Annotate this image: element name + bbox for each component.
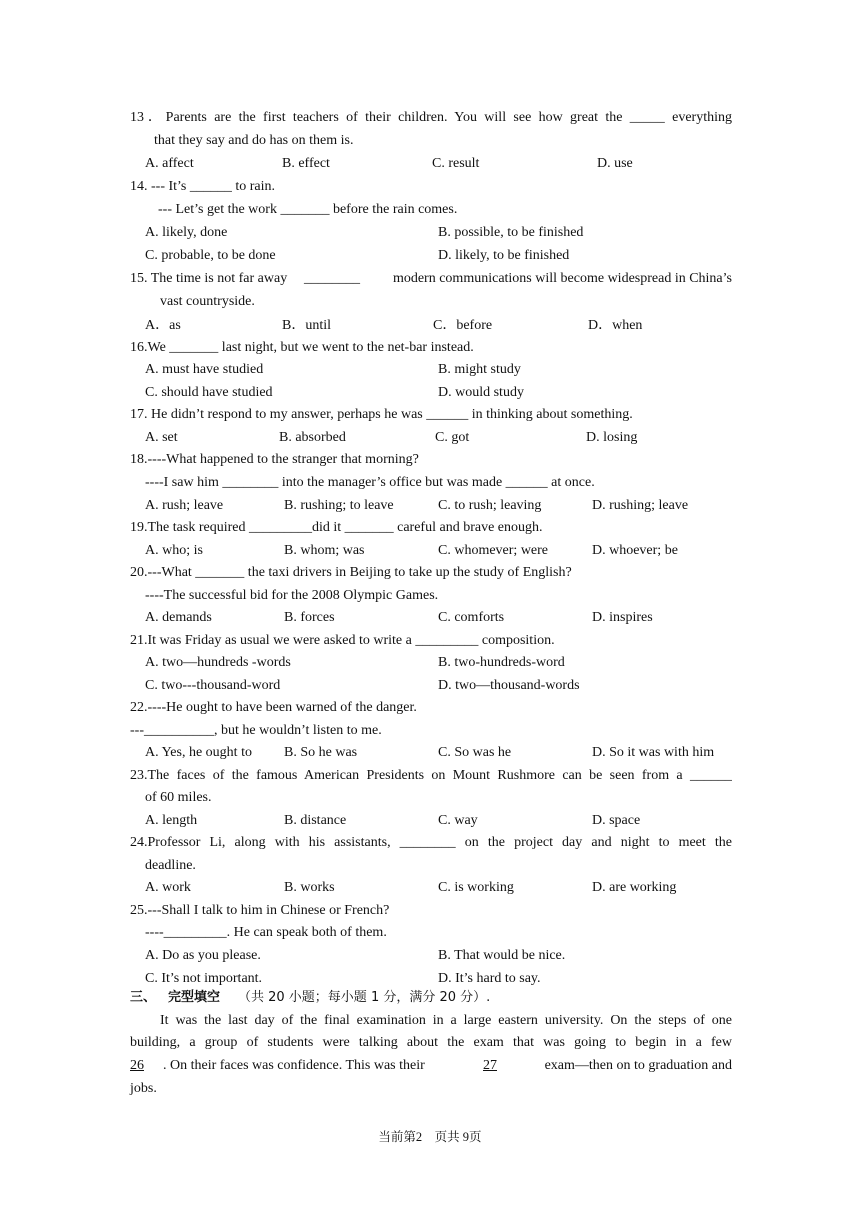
q25-option-a: A. Do as you please. xyxy=(145,948,261,963)
q25-stem: 25.---Shall I talk to him in Chinese or French? xyxy=(130,903,390,918)
q15-options xyxy=(0,315,860,337)
q22-option-a: A. Yes, he ought to xyxy=(145,745,252,760)
q25-stem-cont: ----_________. He can speak both of them. xyxy=(145,925,387,940)
q24-stem-cont: deadline. xyxy=(145,858,196,873)
q20-option-d: D. inspires xyxy=(592,610,653,625)
q15-stem-cont: vast countryside. xyxy=(160,294,255,309)
q21-option-c: C. two---thousand-word xyxy=(145,678,281,693)
q20-option-c: C. comforts xyxy=(438,610,505,625)
q20-stem: 20.---What _______ the taxi drivers in Beijing to take up the study of English? xyxy=(130,565,572,580)
q21-options-row2 xyxy=(0,675,860,697)
q17-option-c: C. got xyxy=(435,430,470,445)
q22-option-c: C. So was he xyxy=(438,745,512,760)
q18-option-d: D. rushing; leave xyxy=(592,498,689,513)
q22-stem-cont: ---__________, but he wouldn’t listen to me. xyxy=(130,723,382,738)
q24-stem: 24.Professor Li, along with his assistants, ________ on the project day and night to meet the xyxy=(130,835,732,850)
q23-stem: 23.The faces of the famous American Presidents on Mount Rushmore can be seen from a ______ xyxy=(130,768,732,783)
q22-option-b: B. So he was xyxy=(284,745,358,760)
q15-option-b: B．until xyxy=(282,318,332,333)
q15-option-a: A．as xyxy=(145,318,181,333)
q20-stem-cont: ----The successful bid for the 2008 Olympic Games. xyxy=(145,588,439,603)
q25-option-c: C. It’s not important. xyxy=(145,971,263,986)
section-title: 完型填空 xyxy=(168,990,221,1005)
q25-option-d: D. It’s hard to say. xyxy=(438,971,541,986)
q23-options xyxy=(0,810,860,832)
q17-stem: 17. He didn’t respond to my answer, perhaps he was ______ in thinking about something. xyxy=(130,407,633,422)
q14-options-row2 xyxy=(0,245,860,267)
page-footer: 当前第2 页共 9页 xyxy=(378,1130,482,1144)
q21-option-b: B. two-hundreds-word xyxy=(438,655,565,670)
section-heading xyxy=(0,987,860,1009)
q18-option-a: A. rush; leave xyxy=(145,498,224,513)
q18-option-c: C. to rush; leaving xyxy=(438,498,542,513)
q18-stem-cont: ----I saw him ________ into the manager’s office but was made ______ at once. xyxy=(145,475,595,490)
blank-26: 26 xyxy=(130,1058,144,1073)
q18-options xyxy=(0,495,860,517)
q16-option-a: A. must have studied xyxy=(145,362,264,377)
q15-option-c: C．before xyxy=(433,318,493,333)
q24-option-d: D. are working xyxy=(592,880,677,895)
q21-stem: 21.It was Friday as usual we were asked to write a _________ composition. xyxy=(130,633,555,648)
q17-option-d: D. losing xyxy=(586,430,638,445)
q23-option-d: D. space xyxy=(592,813,641,828)
passage-line-1: It was the last day of the final examination in a large eastern university. On the steps of one xyxy=(160,1013,732,1028)
q16-stem: 16.We _______ last night, but we went to the net-bar instead. xyxy=(130,340,474,355)
q14-option-a: A. likely, done xyxy=(145,225,228,240)
q20-option-b: B. forces xyxy=(284,610,335,625)
q23-option-b: B. distance xyxy=(284,813,347,828)
q23-option-c: C. way xyxy=(438,813,478,828)
q24-options xyxy=(0,877,860,899)
q22-options xyxy=(0,742,860,764)
passage-line-4: jobs. xyxy=(130,1081,157,1096)
passage-line-3: 26 . On their faces was confidence. This was their 27 exam—then on to graduation and xyxy=(0,1055,860,1077)
q14-option-c: C. probable, to be done xyxy=(145,248,276,263)
q13-stem: 13．Parents are the first teachers of their children. You will see how great the _____ everything xyxy=(130,110,732,125)
q13-option-c: C. result xyxy=(432,156,480,171)
blank-27: 27 xyxy=(483,1058,497,1073)
q15-stem: 15. The time is not far away ________ modern communications will become widespread in China’s xyxy=(0,268,860,290)
q16-option-d: D. would study xyxy=(438,385,524,400)
q16-options-row1 xyxy=(0,359,860,381)
passage-line-2: building, a group of students were talking about the exam that was going to begin in a few xyxy=(130,1035,732,1050)
q17-option-b: B. absorbed xyxy=(279,430,346,445)
q17-option-a: A. set xyxy=(145,430,178,445)
q24-option-a: A. work xyxy=(145,880,191,895)
section-note: （共 20 小题；每小题 1 分，满分 20 分）. xyxy=(238,990,491,1005)
q19-option-b: B. whom; was xyxy=(284,543,365,558)
section-number: 三、 xyxy=(130,990,157,1005)
q25-options-row1 xyxy=(0,945,860,967)
q21-options-row1 xyxy=(0,652,860,674)
q19-option-c: C. whomever; were xyxy=(438,543,549,558)
q18-option-b: B. rushing; to leave xyxy=(284,498,394,513)
q22-stem: 22.----He ought to have been warned of the danger. xyxy=(130,700,417,715)
q13-stem-cont: that they say and do has on them is. xyxy=(154,133,354,148)
q24-option-c: C. is working xyxy=(438,880,514,895)
q14-stem-cont: --- Let’s get the work _______ before the rain comes. xyxy=(158,202,458,217)
q16-options-row2 xyxy=(0,382,860,404)
q21-option-d: D. two—thousand-words xyxy=(438,678,580,693)
q21-option-a: A. two—hundreds -words xyxy=(145,655,291,670)
q18-stem: 18.----What happened to the stranger that morning? xyxy=(130,452,419,467)
q13-option-b: B. effect xyxy=(282,156,330,171)
q16-option-b: B. might study xyxy=(438,362,521,377)
q23-option-a: A. length xyxy=(145,813,198,828)
q20-options xyxy=(0,607,860,629)
q24-option-b: B. works xyxy=(284,880,335,895)
q23-stem-cont: of 60 miles. xyxy=(145,790,212,805)
q25-option-b: B. That would be nice. xyxy=(438,948,566,963)
q14-stem: 14. --- It’s ______ to rain. xyxy=(130,179,276,194)
q13-options xyxy=(0,153,860,175)
q19-options xyxy=(0,540,860,562)
q14-options-row1 xyxy=(0,222,860,244)
q19-stem: 19.The task required _________did it _______ careful and brave enough. xyxy=(130,520,543,535)
q17-options xyxy=(0,427,860,449)
q19-option-a: A. who; is xyxy=(145,543,203,558)
q19-option-d: D. whoever; be xyxy=(592,543,678,558)
q13-option-d: D. use xyxy=(597,156,633,171)
q15-blank: ________ xyxy=(304,271,360,286)
q15-option-d: D．when xyxy=(588,318,643,333)
q20-option-a: A. demands xyxy=(145,610,212,625)
q14-option-d: D. likely, to be finished xyxy=(438,248,570,263)
q22-option-d: D. So it was with him xyxy=(592,745,715,760)
q16-option-c: C. should have studied xyxy=(145,385,273,400)
q13-option-a: A. affect xyxy=(145,156,194,171)
q14-option-b: B. possible, to be finished xyxy=(438,225,584,240)
